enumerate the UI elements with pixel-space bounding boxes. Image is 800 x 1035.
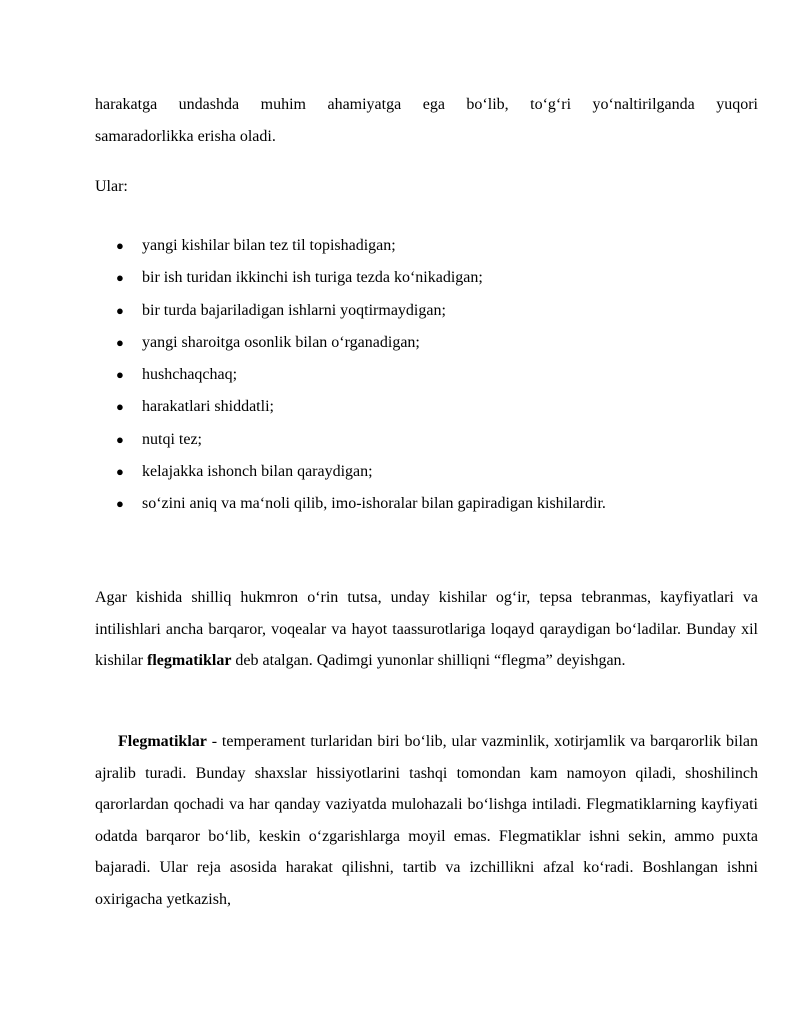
list-item-text: nutqi tez; — [142, 430, 202, 448]
paragraph-phlegmatic-description — [95, 726, 758, 915]
bullet-icon: ● — [116, 270, 124, 286]
list-heading: Ular: — [95, 178, 128, 195]
intro-line-2: samaradorlikka erisha oladi. — [95, 128, 276, 145]
list-item-text: kelajakka ishonch bilan qaraydigan; — [142, 463, 373, 481]
bullet-icon: ● — [116, 238, 124, 253]
list-item-text: so‘zini aniq va ma‘noli qilib, imo-ishoralar bilan gapiradigan kishilardir. — [142, 495, 606, 513]
list-item — [95, 391, 758, 423]
bullet-icon: ● — [116, 367, 124, 383]
bullet-icon: ● — [116, 399, 124, 415]
bullet-icon: ● — [116, 496, 124, 512]
intro-line-1: harakatga undashda muhim ahamiyatga ega bo‘lib, to‘g‘ri yo‘naltirilganda yuqori — [95, 96, 758, 113]
list-item — [95, 327, 758, 359]
list-item-text: hushchaqchaq; — [142, 366, 238, 384]
list-item — [95, 359, 758, 391]
paragraph-text: - temperament turlaridan biri bo‘lib, ular vazminlik, xotirjamlik va barqarorlik bilan ajralib turadi. Bunday shaxslar hissiyotlarini tashqi tomondan kam namoyon qiladi, shoshilinch qarorlardan qochadi va har qanday vaziyatda mulohazali bo‘lishga intiladi. Flegmatiklarning kayfiyati odatda barqaror bo‘lib, keskin o‘zgarishlarga moyil emas. Flegmatiklar ishni sekin, ammo puxta bajaradi. Ular reja asosida harakat qilishni, tartib va izchillikni afzal ko‘radi. Boshlangan ishni oxirigacha yetkazish, — [95, 733, 758, 908]
bullet-list — [95, 230, 758, 521]
list-item-text: harakatlari shiddatli; — [142, 398, 274, 416]
bullet-icon: ● — [116, 334, 124, 350]
list-item — [95, 488, 758, 520]
list-item-text: yangi kishilar bilan tez til topishadigan; — [142, 237, 396, 254]
paragraph-text: deb atalgan. Qadimgi yunonlar shilliqni “flegma” deyishgan. — [231, 652, 626, 669]
list-item-text: yangi sharoitga osonlik bilan o‘rganadigan; — [142, 333, 420, 351]
list-item — [95, 262, 758, 294]
bullet-icon: ● — [116, 431, 124, 447]
list-item — [95, 230, 758, 262]
bold-term: Flegmatiklar — [118, 733, 207, 750]
list-item-text: bir turda bajariladigan ishlarni yoqtirmaydigan; — [142, 301, 446, 319]
paragraph-text: Agar kishida shilliq hukmron o‘rin tutsa, unday kishilar og‘ir, tepsa tebranmas, kayfiyatlari va intilishlari ancha barqaror, voqealar va hayot taassurotlariga loqayd qaraydigan bo‘ladilar. Bunday xil kishilar — [95, 589, 758, 669]
paragraph-phlegmatic-intro — [95, 582, 758, 677]
bullet-icon: ● — [116, 302, 124, 318]
list-item — [95, 456, 758, 488]
bold-term: flegmatiklar — [147, 652, 232, 669]
bullet-icon: ● — [116, 464, 124, 480]
list-item — [95, 424, 758, 456]
list-item-text: bir ish turidan ikkinchi ish turiga tezda ko‘nikadigan; — [142, 269, 483, 287]
list-item — [95, 295, 758, 327]
